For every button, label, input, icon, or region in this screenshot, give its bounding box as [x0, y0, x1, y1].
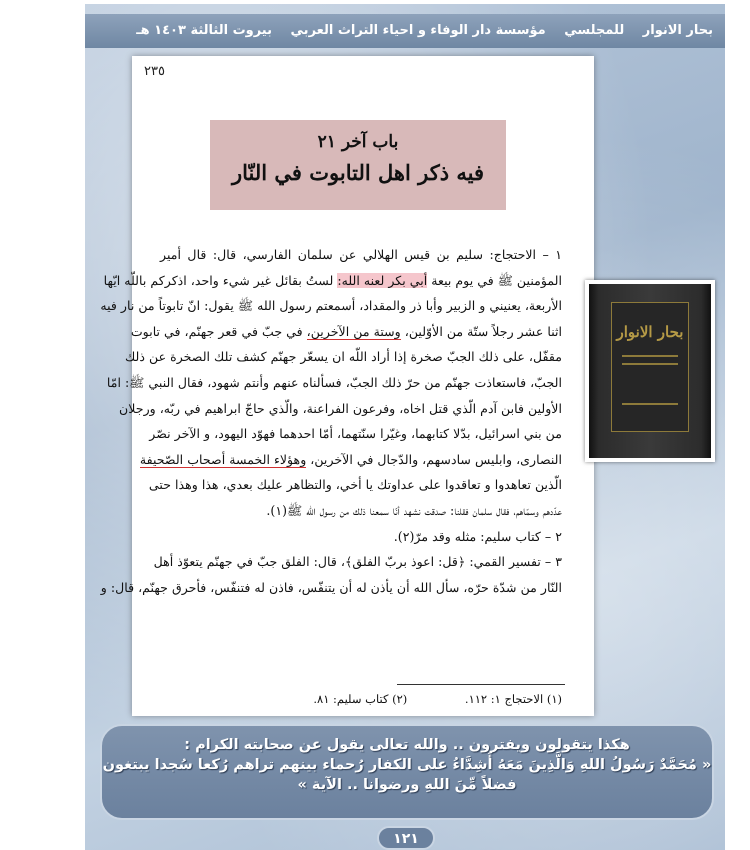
book-ornament-line — [622, 403, 678, 405]
text-line: الّذين تعاهدوا و تعاقدوا على عداوتك يا أخي، والتظاهر عليك بعدي، هذا وهذا حتى — [148, 477, 562, 493]
book-cover-image — [585, 280, 715, 462]
hadith-text — [100, 242, 562, 600]
text-line: عدّدهم وسمّاهم، فقال سلمان فقلنا: صدقت نشهد أنّا سمعنا ذلك من رسول الله ﷺ(١). — [266, 502, 562, 518]
source-edition: بيروت الثالثة ١٤٠٣ هـ — [136, 23, 272, 38]
scanned-page — [100, 56, 594, 716]
book-ornament-line — [622, 363, 678, 365]
page-number: ٢٣٥ — [144, 64, 165, 79]
underlined-phrase: وهؤلاء الخمسة أصحاب الصّحيفة — [139, 451, 307, 467]
text-line: من بني اسرائيل، بدّلا كتابهما، وغيّرا سنّتهما، أمّا احدهما فهوّد اليهود، و الآخر نصّر — [149, 426, 562, 442]
quote-line-2: « مُحَمَّدٌ رَسُولُ اللهِ وَالَّذِينَ مَعَهُ أَشِدَّاءُ على الكفار رُحماء بينهم تراهم رُكعا سُجدا يبتغون — [102, 757, 712, 773]
text-line: مقفّل، على ذلك الجبّ صخرة إذا أراد اللّه ان يسعّر جهنّم كشف تلك الصخرة عن ذلك — [124, 349, 562, 365]
highlighted-phrase: أبي بكر لعنه الله: — [337, 272, 428, 288]
text-line: الجبّ، فاستعاذت جهنّم من حرّ ذلك الجبّ، فسألناه عنهم وأنتم شهود، فقال النبي ﷺ: امّا — [106, 374, 562, 390]
text-line: اثنا عشر رجلاً ستّة من الأوّلين، وستة من الآخرين، في جبّ في قعر جهنّم، في تابوت — [130, 323, 562, 339]
quote-line-3: فضلاً مِّنَ اللهِ ورضوانا .. الآية » — [297, 777, 517, 793]
text-line: المؤمنين ﷺ في يوم بيعة أبي بكر لعنه الله: لستُ بقائل غير شيء واحد، اذكركم باللّه ايّها — [103, 272, 562, 288]
bottom-page-number: ١٢١ — [377, 826, 435, 850]
quote-line-1: هكذا يتقولون ويفترون .. والله تعالى يقول عن صحابته الكرام : — [184, 737, 630, 753]
book-cover-panel — [611, 302, 689, 432]
source-publisher: مؤسسة دار الوفاء و احياء التراث العربي — [290, 23, 546, 38]
quran-quote-box — [100, 724, 714, 820]
footnotes — [160, 692, 562, 706]
source-title: بحار الانوار — [642, 23, 713, 38]
footnote-2: (٢) كتاب سليم: ٨١. — [313, 692, 408, 706]
text-line: النّار من شدّة حرّه، سأل الله أن يأذن له أن يتنفّس، فاذن له فتنفّس، فأحرق جهنّم، قال: و — [100, 579, 562, 595]
book-cover — [589, 284, 711, 458]
book-ornament-line — [622, 355, 678, 357]
source-author: للمجلسي — [564, 23, 625, 38]
text-line: النصارى، وابليس سادسهم، والدّجال في الآخرين، وهؤلاء الخمسة أصحاب الصّحيفة — [139, 451, 562, 467]
text-line: ٢ – كتاب سليم: مثله وقد مرّ(٢). — [393, 528, 562, 544]
text-line: ١ – الاحتجاج: سليم بن قيس الهلالي عن سلمان الفارسي، قال: قال أمير — [160, 247, 562, 262]
chapter-heading — [210, 120, 506, 210]
book-cover-title: بحار الانوار — [616, 323, 684, 341]
source-header — [85, 14, 725, 48]
text-line: ٣ – تفسير القمي: ﴿قل: اعوذ بربّ الفلق﴾، قال: الفلق جبّ في جهنّم يتعوّذ أهل — [153, 554, 562, 570]
footnote-divider — [397, 684, 565, 685]
chapter-title: فيه ذكر اهل التابوت في النّار — [231, 160, 485, 185]
text-line: الأولين فابن آدم الّذي قتل اخاه، وفرعون الفراعنة، والّذي حاجّ ابراهيم في ربّه، ورجلان — [119, 400, 562, 416]
page-frame — [85, 4, 725, 850]
chapter-number: باب آخر ٢١ — [317, 132, 399, 152]
footnote-1: (١) الاحتجاج ١: ١١٢. — [464, 692, 562, 706]
text-line: الأربعة، يعنيني و الزبير وأبا ذر والمقداد، أسمعتم رسول الله ﷺ يقول: انّ تابوتاً من نار فيه — [100, 298, 562, 314]
underlined-phrase: وستة من الآخرين، — [306, 323, 401, 339]
